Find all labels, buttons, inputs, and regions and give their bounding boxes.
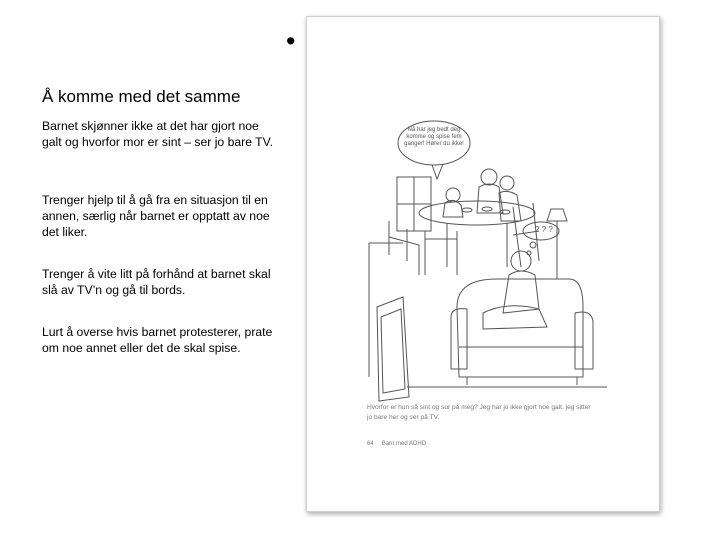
thought-bubble-text: ? ? ? [535, 225, 553, 234]
title-bullet: • [286, 26, 296, 56]
speech-bubble-text: Nå har jeg bedt deg komme og spise fem ganger! Hører du ikke! [404, 127, 464, 147]
paragraph-3: Trenger å vite litt på forhånd at barnet skal slå av TV’n og gå til bords. [42, 267, 271, 297]
book-page-image [306, 16, 660, 512]
family-illustration [307, 17, 659, 511]
page-footer [367, 441, 434, 447]
paragraph-4: Lurt å overse hvis barnet protesterer, prate om noe annet eller det de skal spise. [42, 325, 273, 355]
book-title: Barn med ADHD [381, 441, 427, 447]
paragraph-1: Barnet skjønner ikke at det har gjort noe galt og hvorfor mor er sint – ser jo bare TV. [42, 119, 273, 149]
section-heading: Å komme med det samme [42, 87, 241, 106]
page-number: 64 [367, 441, 374, 447]
illustration-caption: Hvorfor er hun så sint og sur på meg? Jeg har jo ikke gjort noe galt, jeg sitter jo bare her og ser på TV. [367, 404, 591, 421]
paragraph-2: Trenger hjelp til å gå fra en situasjon til en annen, særlig når barnet er opptatt av noe det liker. [42, 193, 270, 239]
